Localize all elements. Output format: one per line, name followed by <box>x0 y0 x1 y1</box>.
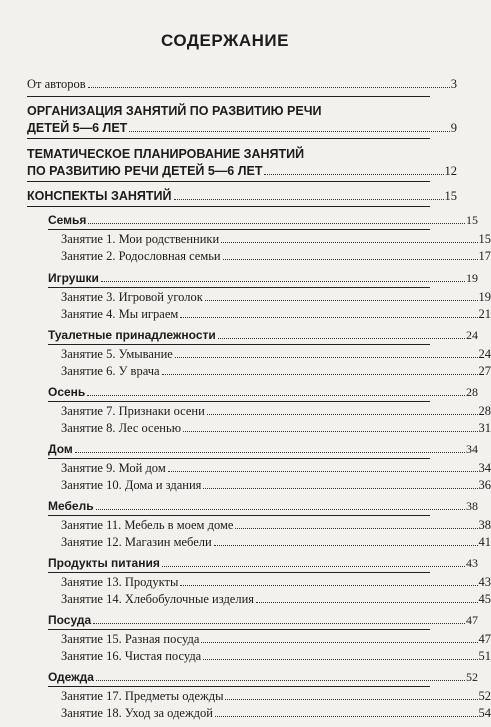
toc-category <box>0 440 478 456</box>
toc-category-label: Мебель <box>48 499 94 513</box>
toc-entry-label: Занятие 14. Хлебобулочные изделия <box>61 592 255 606</box>
toc-entry-page: 3 <box>450 77 457 91</box>
toc-entry <box>0 573 491 589</box>
toc-entry <box>0 419 491 435</box>
toc-entry-label: Занятие 7. Признаки осени <box>61 404 205 418</box>
toc-entry <box>0 516 491 532</box>
dot-leader <box>235 527 477 529</box>
toc-entry <box>0 75 457 91</box>
toc-category-page: 52 <box>466 670 478 684</box>
dot-leader <box>87 394 465 396</box>
toc-category <box>0 326 478 342</box>
toc-entry-label: Занятие 5. Умывание <box>61 347 173 361</box>
toc-entry-page: 15 <box>478 232 491 246</box>
toc-category-label: Осень <box>48 385 86 399</box>
toc-entry-page: 28 <box>478 404 491 418</box>
dot-leader <box>221 241 477 243</box>
toc-entry-label: Занятие 10. Дома и здания <box>61 478 202 492</box>
toc-entry <box>0 288 491 304</box>
dot-leader <box>129 130 449 132</box>
toc-section-line <box>0 145 457 161</box>
toc-section-label-cont: ДЕТЕЙ 5—6 ЛЕТ <box>27 121 128 135</box>
toc-entry <box>0 687 491 703</box>
dot-leader <box>214 544 478 546</box>
toc-entry-page: 21 <box>478 307 491 321</box>
section-rule <box>27 206 430 207</box>
toc-category-page: 19 <box>466 271 478 285</box>
toc-section <box>0 187 457 203</box>
toc-entry-page: 52 <box>478 689 491 703</box>
toc-entry <box>0 533 491 549</box>
toc-category <box>0 554 478 570</box>
dot-leader <box>96 508 465 510</box>
toc-category-label: Туалетные принадлежности <box>48 328 216 342</box>
dot-leader <box>256 601 477 603</box>
toc-entry-label: Занятие 13. Продукты <box>61 575 179 589</box>
toc-entry-page: 45 <box>478 592 491 606</box>
dot-leader <box>180 584 477 586</box>
toc-entry-label: Занятие 17. Предметы одежды <box>61 689 224 703</box>
toc-entry-label: Занятие 3. Игровой уголок <box>61 290 203 304</box>
dot-leader <box>205 299 478 301</box>
toc-entry-page: 43 <box>478 575 491 589</box>
dot-leader <box>96 679 465 681</box>
toc-category-page: 34 <box>466 442 478 456</box>
toc-entry-page: 34 <box>478 461 491 475</box>
toc-entry <box>0 305 491 321</box>
toc-entry <box>0 476 491 492</box>
toc-entry-page: 54 <box>478 706 491 720</box>
toc-entry <box>0 402 491 418</box>
toc-section <box>0 162 457 178</box>
toc-category <box>0 383 478 399</box>
toc-entry-label: Занятие 6. У врача <box>61 364 160 378</box>
toc-section-page: 15 <box>444 189 457 203</box>
toc-entry-label: Занятие 8. Лес осенью <box>61 421 182 435</box>
toc-entry <box>0 647 491 663</box>
toc-entry <box>0 345 491 361</box>
toc-category-label: Семья <box>48 213 87 227</box>
toc-category <box>0 668 478 684</box>
toc-entry-label: Занятие 18. Уход за одеждой <box>61 706 213 720</box>
toc-category-page: 43 <box>466 556 478 570</box>
dot-leader <box>203 487 477 489</box>
toc-category-page: 47 <box>466 613 478 627</box>
dot-leader <box>88 222 465 224</box>
toc-entry <box>0 704 491 720</box>
toc-entry-page: 31 <box>478 421 491 435</box>
toc-entry-page: 24 <box>478 347 491 361</box>
dot-leader <box>162 373 478 375</box>
dot-leader <box>93 622 465 624</box>
section-rule <box>27 181 430 182</box>
toc-entry-label: От авторов <box>27 77 86 91</box>
toc-section-line <box>0 102 457 118</box>
toc-entry-page: 36 <box>478 478 491 492</box>
dot-leader <box>180 316 477 318</box>
toc-entry-label: Занятие 16. Чистая посуда <box>61 649 202 663</box>
toc-entry-page: 38 <box>478 518 491 532</box>
dot-leader <box>168 470 478 472</box>
toc-entry-label: Занятие 9. Мой дом <box>61 461 166 475</box>
section-rule <box>27 138 430 139</box>
section-rule <box>27 96 430 97</box>
toc-category-label: Одежда <box>48 670 94 684</box>
dot-leader <box>175 356 478 358</box>
toc-category-page: 15 <box>466 213 478 227</box>
page-title: СОДЕРЖАНИЕ <box>161 31 289 50</box>
toc-section-page: 12 <box>444 164 457 178</box>
toc-entry-label: Занятие 12. Магазин мебели <box>61 535 212 549</box>
toc-section-label: ТЕМАТИЧЕСКОЕ ПЛАНИРОВАНИЕ ЗАНЯТИЙ <box>27 147 305 161</box>
dot-leader <box>223 258 478 260</box>
toc-category-label: Посуда <box>48 613 92 627</box>
toc-entry-label: Занятие 15. Разная посуда <box>61 632 200 646</box>
toc-category-page: 38 <box>466 499 478 513</box>
toc-entry-page: 27 <box>478 364 491 378</box>
toc-entry-page: 47 <box>478 632 491 646</box>
toc-section-label: КОНСПЕКТЫ ЗАНЯТИЙ <box>27 189 172 203</box>
toc-category <box>0 497 478 513</box>
toc-entry-page: 17 <box>478 249 491 263</box>
dot-leader <box>218 337 465 339</box>
toc-section-label-cont: ПО РАЗВИТИЮ РЕЧИ ДЕТЕЙ 5—6 ЛЕТ <box>27 164 263 178</box>
toc-entry <box>0 230 491 246</box>
toc-category-page: 28 <box>466 385 478 399</box>
toc-category-label: Игрушки <box>48 271 99 285</box>
toc-category-label: Дом <box>48 442 73 456</box>
dot-leader <box>88 86 450 88</box>
toc-entry-label: Занятие 11. Мебель в моем доме <box>61 518 234 532</box>
toc-entry-label: Занятие 1. Мои родственники <box>61 232 220 246</box>
toc-entry <box>0 590 491 606</box>
toc-category <box>0 211 478 227</box>
dot-leader <box>101 280 465 282</box>
dot-leader <box>162 565 465 567</box>
toc-entry-page: 51 <box>478 649 491 663</box>
toc-section-label: ОРГАНИЗАЦИЯ ЗАНЯТИЙ ПО РАЗВИТИЮ РЕЧИ <box>27 104 322 118</box>
dot-leader <box>207 413 478 415</box>
toc-entry <box>0 630 491 646</box>
dot-leader <box>174 198 444 200</box>
toc-section <box>0 119 457 135</box>
toc-entry <box>0 247 491 263</box>
toc-entry-label: Занятие 4. Мы играем <box>61 307 179 321</box>
toc-category <box>0 269 478 285</box>
toc-entry <box>0 459 491 475</box>
toc-entry-page: 41 <box>478 535 491 549</box>
toc-section-page: 9 <box>450 121 457 135</box>
dot-leader <box>183 430 477 432</box>
toc-entry-page: 19 <box>478 290 491 304</box>
dot-leader <box>215 715 478 717</box>
dot-leader <box>203 658 477 660</box>
toc-entry <box>0 362 491 378</box>
dot-leader <box>201 641 477 643</box>
toc-category <box>0 611 478 627</box>
dot-leader <box>75 451 465 453</box>
toc-category-label: Продукты питания <box>48 556 160 570</box>
toc-category-page: 24 <box>466 328 478 342</box>
dot-leader <box>264 173 443 175</box>
toc-entry-label: Занятие 2. Родословная семьи <box>61 249 221 263</box>
dot-leader <box>225 698 477 700</box>
